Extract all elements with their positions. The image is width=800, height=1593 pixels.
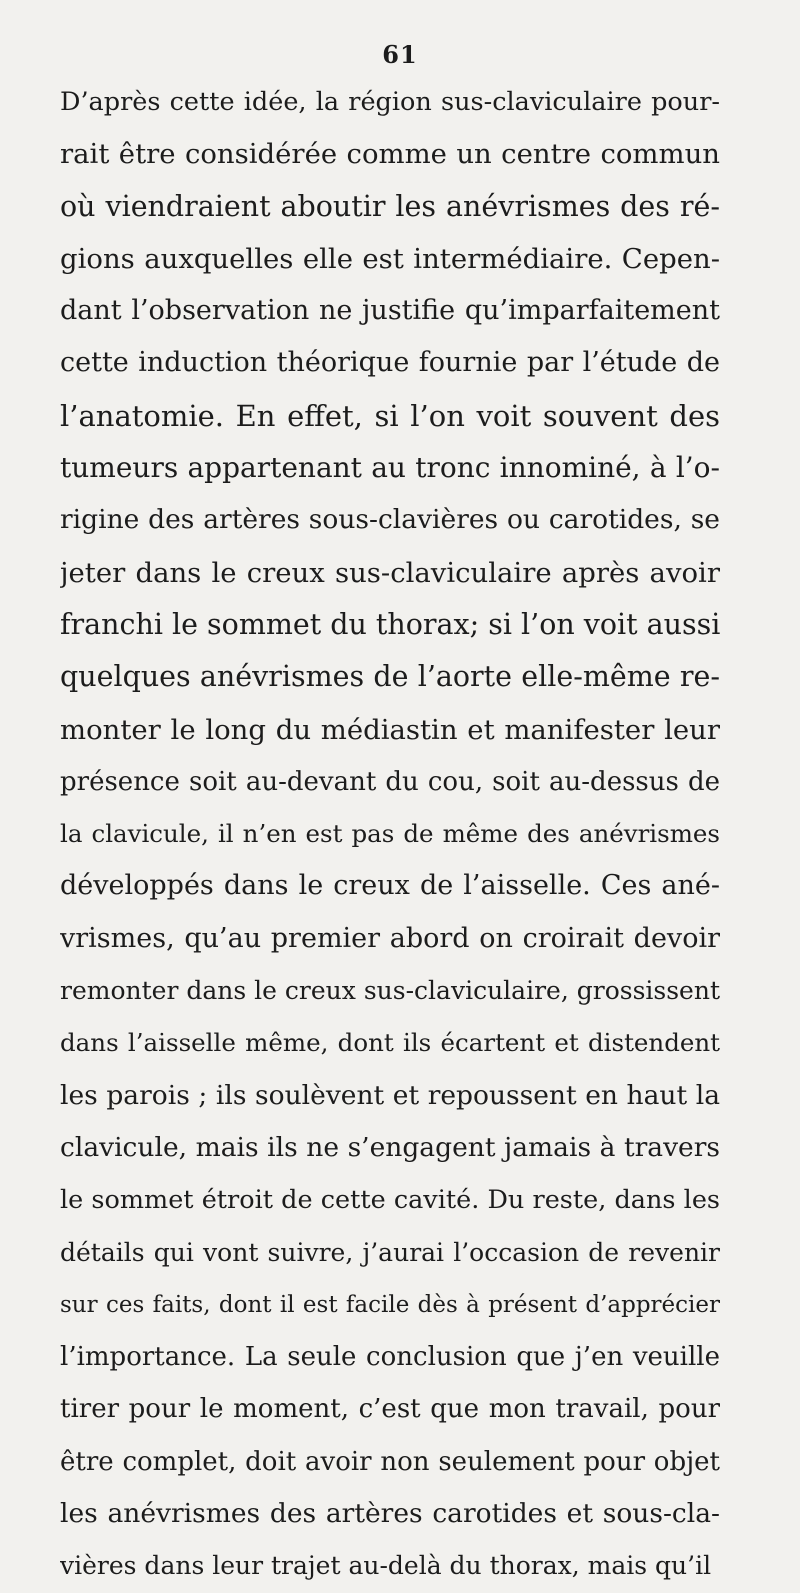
- text-line: vières dans leur trajet au-delà du thorax, mais qu’il: [60, 1551, 712, 1581]
- text-line: développés dans le creux de l’aisselle. Ces ané-: [60, 870, 720, 902]
- text-line: détails qui vont suivre, j’aurai l’occasion de revenir: [60, 1237, 720, 1267]
- text-line: gions auxquelles elle est intermédiaire. Cepen-: [60, 242, 720, 275]
- text-line: dans l’aisselle même, dont ils écartent et distendent: [60, 1028, 720, 1058]
- text-line: rigine des artères sous-clavières ou carotides, se: [60, 504, 720, 536]
- text-line: cette induction théorique fournie par l’étude de: [60, 347, 720, 379]
- text-line: la clavicule, il n’en est pas de même des anévrismes: [60, 819, 720, 849]
- text-line: D’après cette idée, la région sus-claviculaire pour-: [60, 87, 720, 117]
- text-line: les anévrismes des artères carotides et sous-cla-: [60, 1498, 720, 1530]
- text-line: le sommet étroit de cette cavité. Du reste, dans les: [60, 1185, 720, 1216]
- text-line: dant l’observation ne justifie qu’imparfaitement: [60, 295, 720, 327]
- page-number: 61: [382, 40, 418, 69]
- text-line: remonter dans le creux sus-claviculaire, grossissent: [60, 976, 720, 1006]
- text-line: l’anatomie. En effet, si l’on voit souvent des: [60, 398, 720, 433]
- text-line: jeter dans le creux sus-claviculaire après avoir: [60, 556, 720, 589]
- text-line: être complet, doit avoir non seulement pour objet: [60, 1446, 720, 1477]
- text-line: rait être considérée comme un centre commun: [60, 138, 720, 171]
- text-line: où viendraient aboutir les anévrismes des ré-: [60, 189, 720, 223]
- body-text: [60, 76, 720, 1593]
- text-line: les parois ; ils soulèvent et repoussent en haut la: [60, 1079, 720, 1111]
- text-line: l’importance. La seule conclusion que j’en veuille: [60, 1342, 720, 1373]
- text-line: quelques anévrismes de l’aorte elle-même re-: [60, 660, 720, 694]
- text-line: présence soit au-devant du cou, soit au-dessus de: [60, 766, 720, 797]
- text-line: vrismes, qu’au premier abord on croirait devoir: [60, 922, 720, 954]
- text-line: tirer pour le moment, c’est que mon travail, pour: [60, 1394, 720, 1425]
- text-line: tumeurs appartenant au tronc innominé, à l’o-: [60, 451, 720, 485]
- text-line: sur ces faits, dont il est facile dès à présent d’apprécier: [60, 1291, 720, 1318]
- text-line: monter le long du médiastin et manifester leur: [60, 713, 720, 746]
- text-line: franchi le sommet du thorax; si l’on voit aussi: [60, 607, 720, 641]
- text-line: clavicule, mais ils ne s’engagent jamais à travers: [60, 1131, 720, 1163]
